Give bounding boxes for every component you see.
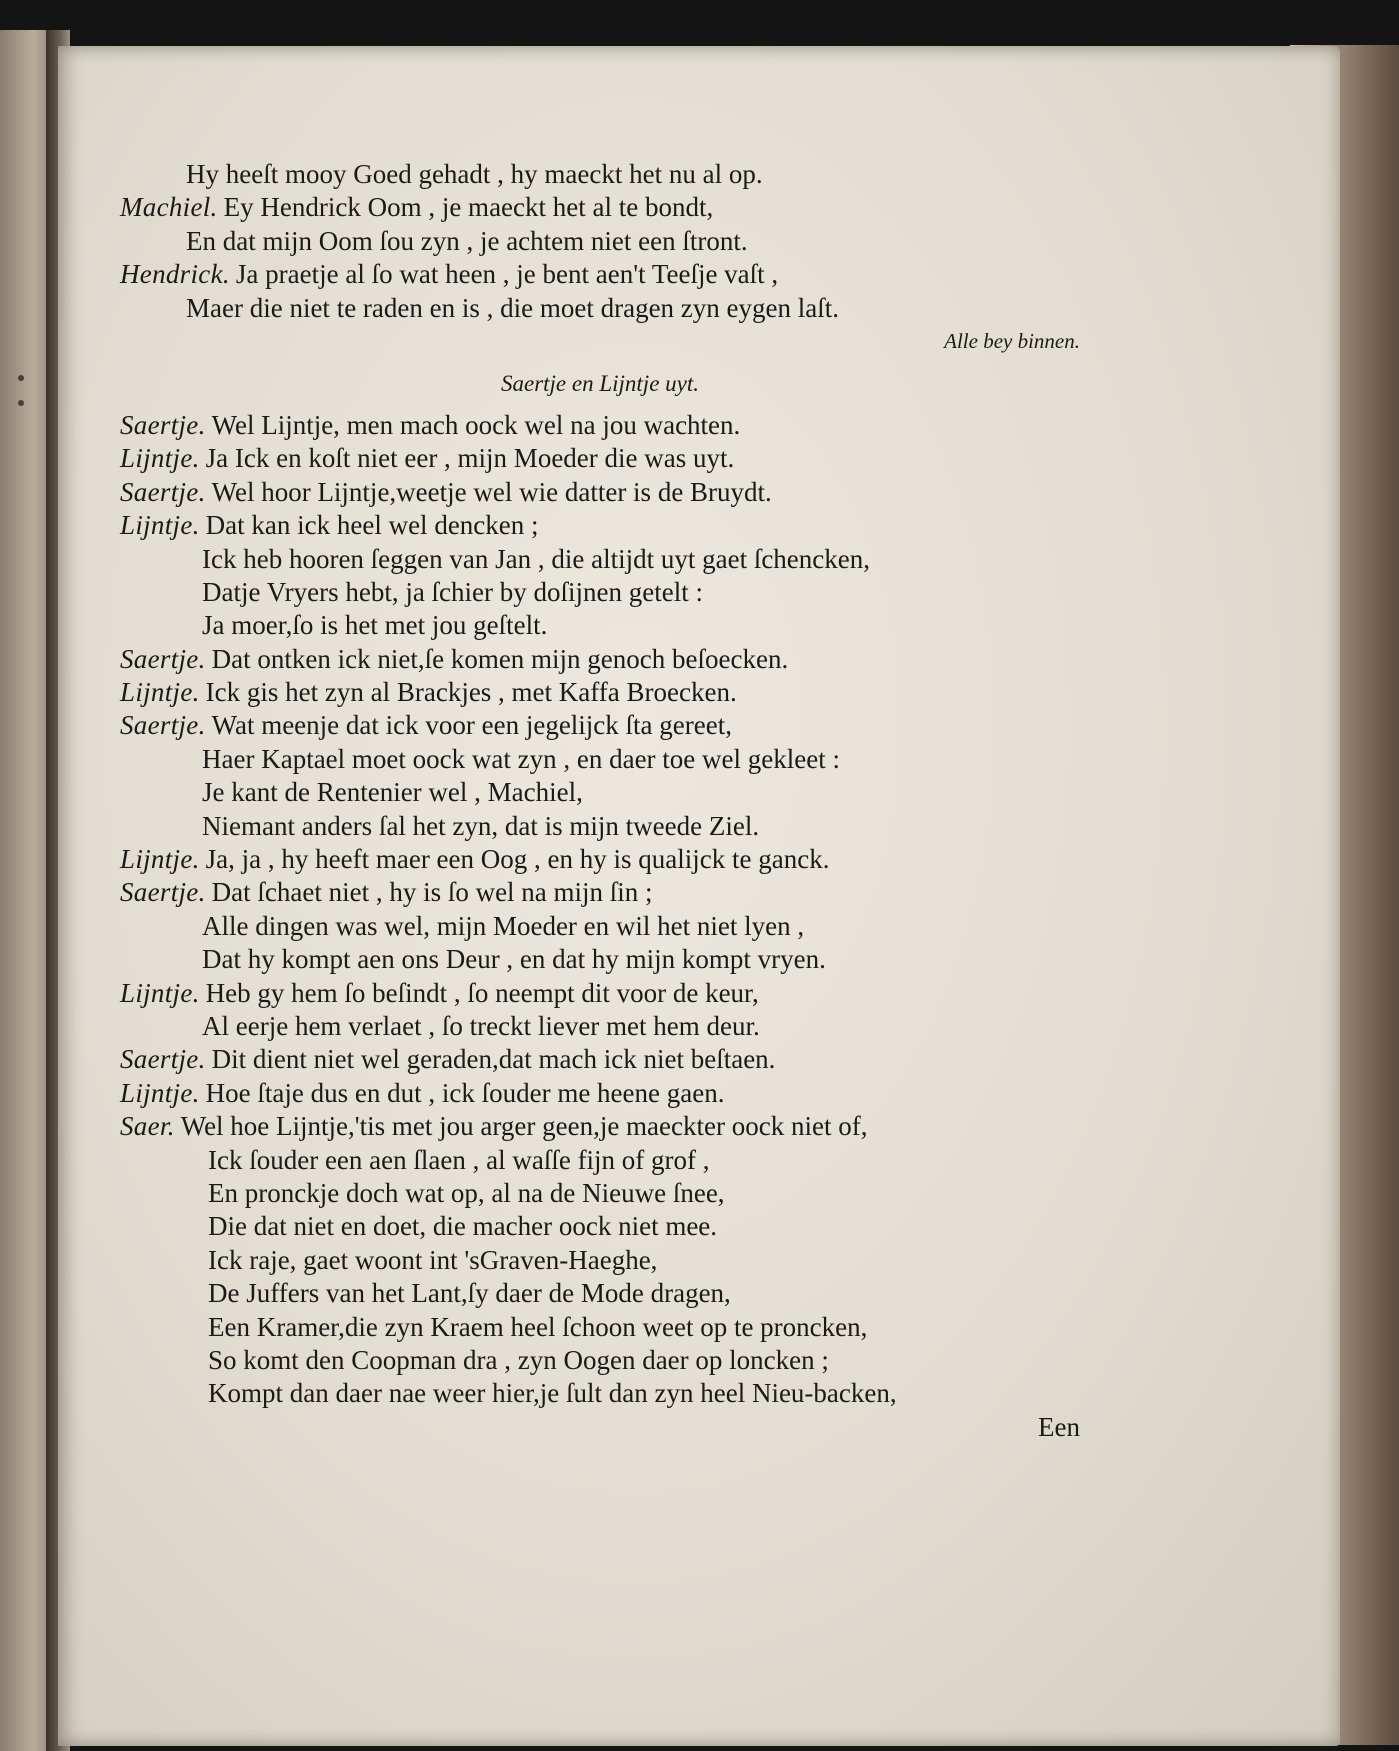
- verse-line: Lijntje. Ick gis het zyn al Brackjes , met Kaffa Broecken.: [120, 677, 737, 708]
- ink-mark: [18, 400, 24, 406]
- verse-line: Lijntje. Hoe ſtaje dus en dut , ick ſouder me heene gaen.: [120, 1077, 725, 1108]
- speaker-name: Saertje.: [120, 1044, 206, 1075]
- verse-line: Haer Kaptael moet oock wat zyn , en daer toe wel gekleet :: [202, 743, 840, 774]
- catchword: Een: [1038, 1411, 1080, 1442]
- verse-line: Dat hy kompt aen ons Deur , en dat hy mijn kompt vryen.: [202, 944, 826, 975]
- verse-line: Die dat niet en doet, die macher oock niet mee.: [208, 1211, 718, 1242]
- verse-line: Datje Vryers hebt, ja ſchier by doſijnen getelt :: [202, 576, 703, 607]
- speaker-name: Hendrick.: [120, 259, 230, 290]
- verse-line: Lijntje. Heb gy hem ſo beſindt , ſo neempt dit voor de keur,: [120, 977, 759, 1008]
- verse-line: Lijntje. Ja, ja , hy heeft maer een Oog , en hy is qualijck te ganck.: [120, 844, 830, 875]
- verse-line: En pronckje doch wat op, al na de Nieuwe ſnee,: [208, 1177, 725, 1208]
- verse-line: So komt den Coopman dra , zyn Oogen daer op loncken ;: [208, 1344, 829, 1375]
- verse-line: Ick raje, gaet woont int 'sGraven-Haeghe,: [208, 1244, 658, 1275]
- verse-line: Saertje. Wat meenje dat ick voor een jegelijck ſta gereet,: [120, 710, 732, 741]
- verse-line: Niemant anders ſal het zyn, dat is mijn tweede Ziel.: [202, 810, 760, 841]
- speaker-name: Saertje.: [120, 877, 206, 908]
- speaker-name: Lijntje.: [120, 977, 200, 1008]
- verse-line: Saertje. Wel Lijntje, men mach oock wel na jou wachten.: [120, 409, 741, 440]
- speaker-name: Lijntje.: [120, 677, 200, 708]
- speaker-name: Lijntje.: [120, 510, 200, 541]
- verse-line: Kompt dan daer nae weer hier,je ſult dan zyn heel Nieu-backen,: [208, 1378, 897, 1409]
- scene-heading: Saertje en Lijntje uyt.: [500, 370, 699, 396]
- speaker-name: Saer.: [120, 1111, 175, 1142]
- verse-line: Saertje. Dit dient niet wel geraden,dat mach ick niet beſtaen.: [120, 1044, 776, 1075]
- verse-line: Saer. Wel hoe Lijntje,'tis met jou arger geen,je maeckter oock niet of,: [120, 1111, 868, 1142]
- speaker-name: Lijntje.: [120, 1077, 200, 1108]
- verse-line: Maer die niet te raden en is , die moet dragen zyn eygen laſt.: [186, 292, 839, 323]
- speaker-name: Saertje.: [120, 409, 206, 440]
- verse-line: Ick ſouder een aen ſlaen , al waſſe fijn of grof ,: [208, 1144, 710, 1175]
- verse-line: Je kant de Rentenier wel , Machiel,: [202, 777, 583, 808]
- speaker-name: Lijntje.: [120, 844, 200, 875]
- verse-line: De Juffers van het Lant,ſy daer de Mode dragen,: [208, 1278, 731, 1309]
- ink-mark: [18, 375, 24, 381]
- speaker-name: Machiel.: [120, 192, 218, 223]
- verse-line: Hy heeſt mooy Goed gehadt , hy maeckt het nu al op.: [186, 159, 763, 189]
- verse-line: Al eerje hem verlaet , ſo treckt liever met hem deur.: [202, 1010, 760, 1041]
- verse-line: Ja moer,ſo is het met jou geſtelt.: [202, 610, 548, 641]
- verse-line: Alle dingen was wel, mijn Moeder en wil het niet lyen ,: [202, 910, 805, 941]
- verse-line: Ick heb hooren ſeggen van Jan , die altijdt uyt gaet ſchencken,: [202, 543, 871, 574]
- verse-line: Lijntje. Ja Ick en koſt niet eer , mijn Moeder die was uyt.: [120, 443, 735, 474]
- verse-line: Hendrick. Ja praetje al ſo wat heen , je bent aen't Teeſje vaſt ,: [120, 259, 779, 290]
- verse-line: Een Kramer,die zyn Kraem heel ſchoon weet op te proncken,: [208, 1311, 868, 1342]
- stage-direction-exit: Alle bey binnen.: [944, 328, 1080, 353]
- speaker-name: Saertje.: [120, 710, 206, 741]
- verse-line: Saertje. Wel hoor Lijntje,weetje wel wie datter is de Bruydt.: [120, 476, 772, 507]
- speaker-name: Lijntje.: [120, 443, 200, 474]
- verse-line: En dat mijn Oom ſou zyn , je achtem niet een ſtront.: [186, 225, 748, 256]
- verse-line: Lijntje. Dat kan ick heel wel dencken ;: [120, 510, 539, 541]
- speaker-name: Saertje.: [120, 476, 206, 507]
- verse-line: Saertje. Dat ontken ick niet,ſe komen mijn genoch beſoecken.: [120, 643, 789, 674]
- speaker-name: Saertje.: [120, 643, 206, 674]
- verse-line: Saertje. Dat ſchaet niet , hy is ſo wel na mijn ſin ;: [120, 877, 653, 908]
- verse-line: Machiel. Ey Hendrick Oom , je maeckt het al te bondt,: [120, 192, 714, 223]
- page-text: [120, 158, 1080, 1444]
